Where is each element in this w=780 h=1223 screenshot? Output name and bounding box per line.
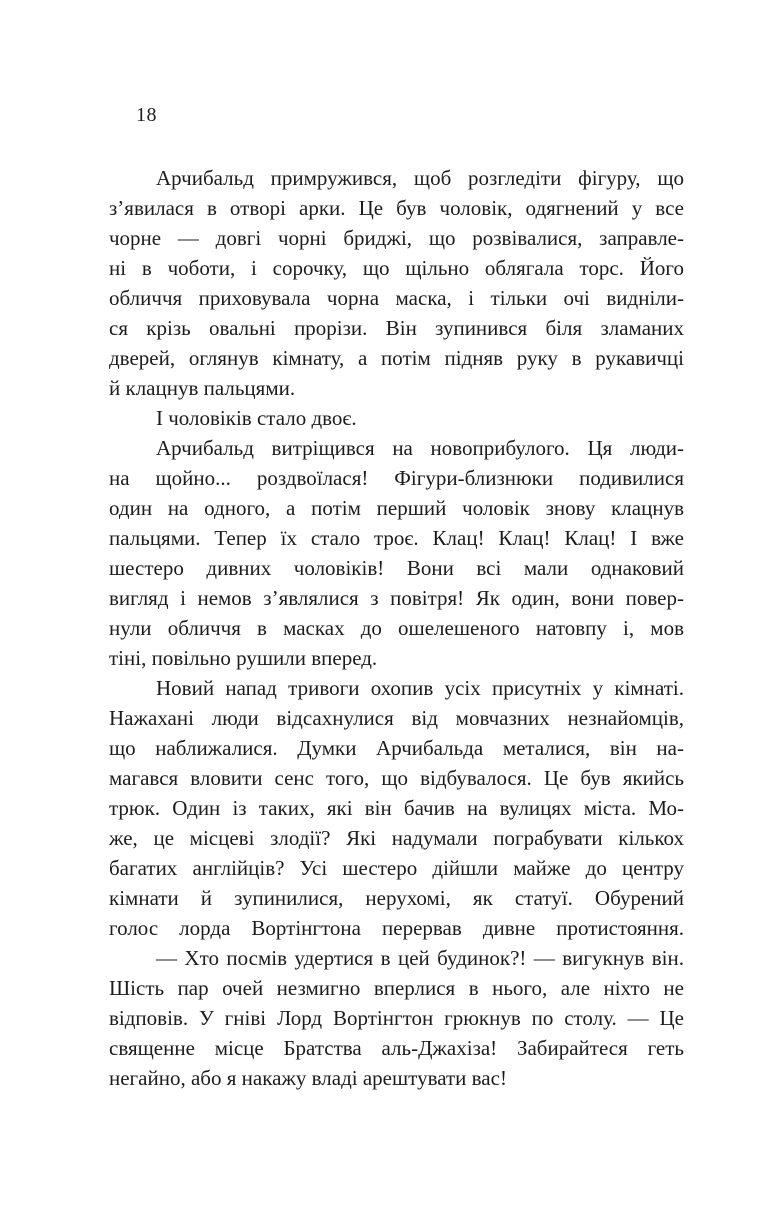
text-line: же, це місцеві злодії? Які надумали пограбувати кількох: [109, 826, 684, 850]
text-line: тіні, повільно рушили вперед.: [109, 646, 378, 670]
text-line: Арчибальд витріщився на новоприбулого. Ця люди-: [156, 436, 684, 460]
page-number: 18: [136, 104, 157, 126]
text-line: Арчибальд примружився, щоб розгледіти фігуру, що: [156, 166, 684, 190]
text-line: негайно, або я накажу владі арештувати вас!: [109, 1066, 507, 1090]
text-line: вигляд і немов з’являлися з повітря! Як один, вони повер-: [109, 586, 684, 610]
text-line: священне місце Братства аль-Джахіза! Забирайтеся геть: [109, 1036, 684, 1060]
text-line: обличчя приховувала чорна маска, і тільки очі видніли-: [109, 286, 684, 310]
text-line: Нажахані люди відсахнулися від мовчазних незнайомців,: [109, 706, 684, 730]
text-line: на щойно... роздвоїлася! Фігури-близнюки подивилися: [109, 466, 684, 490]
text-line: нули обличчя в масках до ошелешеного натовпу і, мов: [109, 616, 684, 640]
text-line: дверей, оглянув кімнату, а потім підняв руку в рукавичці: [109, 346, 684, 370]
text-line: Шість пар очей незмигно вперлися в нього, але ніхто не: [109, 976, 684, 1000]
body-text: [109, 163, 684, 1093]
text-line: ні в чоботи, і сорочку, що щільно облягала торс. Його: [109, 256, 684, 280]
text-line: — Хто посмів удертися в цей будинок?! — вигукнув він.: [156, 946, 684, 970]
text-line: один на одного, а потім перший чоловік знову клацнув: [109, 496, 684, 520]
text-line: кімнати й зупинилися, нерухомі, як статуї. Обурений: [109, 886, 684, 910]
text-line: ся крізь овальні прорізи. Він зупинився біля зламаних: [109, 316, 684, 340]
text-line: відповів. У гніві Лорд Вортінгтон грюкнув по столу. — Це: [109, 1006, 684, 1030]
text-line: магався вловити сенс того, що відбувалося. Це був якийсь: [109, 766, 684, 790]
text-line: Новий напад тривоги охопив усіх присутніх у кімнаті.: [156, 676, 684, 700]
text-line: шестеро дивних чоловіків! Вони всі мали однаковий: [109, 556, 684, 580]
text-line: багатих англійців? Усі шестеро дійшли майже до центру: [109, 856, 684, 880]
text-line: чорне — довгі чорні бриджі, що розвівалися, заправле-: [109, 226, 684, 250]
text-line: з’явилася в отворі арки. Це був чоловік, одягнений у все: [109, 196, 684, 220]
text-line: І чоловіків стало двоє.: [156, 406, 357, 430]
text-line: що наближалися. Думки Арчибальда металися, він на-: [109, 736, 684, 760]
text-line: пальцями. Тепер їх стало троє. Клац! Клац! Клац! І вже: [109, 526, 684, 550]
text-line: голос лорда Вортінгтона перервав дивне протистояння.: [109, 916, 684, 940]
text-line: й клацнув пальцями.: [109, 376, 296, 400]
text-line: трюк. Один із таких, які він бачив на вулицях міста. Мо-: [109, 796, 684, 820]
